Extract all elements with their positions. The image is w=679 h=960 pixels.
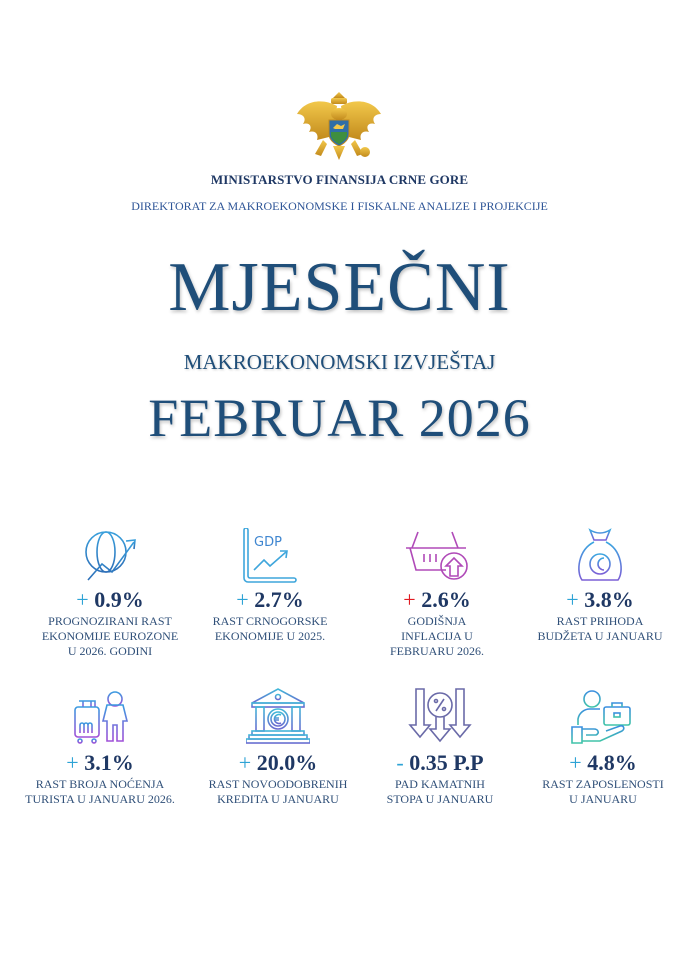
stat-new-loans (193, 685, 363, 807)
stat-value: + 4.8% (569, 750, 637, 775)
report-title: MJESEČNI (168, 249, 511, 326)
stat-label: PROGNOZIRANI RAST EKONOMIJE EUROZONE U 2026. GODINI (41, 614, 179, 658)
stat-label: RAST CRNOGORSKE EKONOMIJE U 2025. (212, 614, 328, 643)
stat-inflation (352, 522, 522, 659)
directorate-name: DIREKTORAT ZA MAKROEKONOMSKE I FISKALNE ANALIZE I PROJEKCIJE (131, 199, 548, 213)
stat-value: + 3.1% (66, 750, 134, 775)
stat-label: RAST BROJA NOĆENJA TURISTA U JANUARU 2026. (25, 777, 175, 806)
stat-value: + 2.7% (236, 587, 304, 612)
stat-value: + 0.9% (76, 587, 144, 612)
svg-text:GDP: GDP (254, 535, 282, 550)
stat-value: + 3.8% (566, 587, 634, 612)
basket-price-up-icon (352, 522, 522, 584)
stat-gdp-growth (185, 522, 355, 644)
stat-tourist-nights (15, 685, 185, 807)
stat-interest-rates (355, 685, 525, 807)
gdp-chart-icon (185, 522, 355, 584)
ministry-name: MINISTARSTVO FINANSIJA CRNE GORE (210, 172, 469, 187)
stat-value: + 2.6% (403, 587, 471, 612)
stat-label: RAST PRIHODA BUDŽETA U JANUARU (537, 614, 663, 643)
stat-label: PAD KAMATNIH STOPA U JANUARU (386, 777, 494, 806)
stat-label: RAST NOVOODOBRENIH KREDITA U JANUARU (208, 777, 348, 806)
bank-euro-icon (193, 685, 363, 747)
interest-rate-down-icon (355, 685, 525, 747)
stat-eurozone-growth (25, 522, 195, 659)
stat-employment (518, 685, 679, 807)
stat-value: + 20.0% (238, 750, 318, 775)
employment-hand-icon (518, 685, 679, 747)
globe-growth-icon (25, 522, 195, 584)
money-bag-euro-icon (515, 522, 679, 584)
tourist-luggage-icon (15, 685, 185, 747)
stat-budget-revenue (515, 522, 679, 644)
report-subtitle: MAKROEKONOMSKI IZVJEŠTAJ (183, 350, 496, 374)
stat-label: GODIŠNJA INFLACIJA U FEBRUARU 2026. (389, 614, 484, 658)
coat-of-arms-icon (293, 88, 385, 168)
report-period: FEBRUAR 2026 (148, 388, 531, 448)
stat-value: - 0.35 P.P (396, 750, 484, 775)
stat-label: RAST ZAPOSLENOSTI U JANUARU (542, 777, 664, 806)
